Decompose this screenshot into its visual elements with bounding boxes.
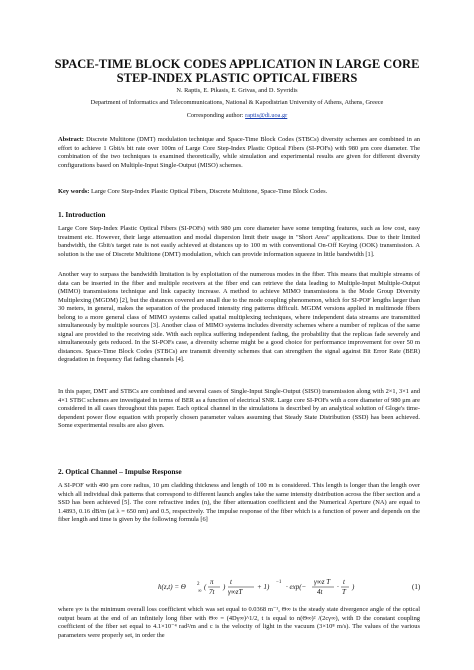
- corresponding-email-link[interactable]: raptis@di.uoa.gr: [245, 112, 288, 119]
- svg-text:T: T: [342, 588, 346, 596]
- svg-text:π: π: [210, 578, 214, 586]
- svg-text:(: (: [204, 583, 207, 591]
- svg-text:h(z,t) = Θ: h(z,t) = Θ: [158, 583, 186, 591]
- svg-text:·: ·: [337, 583, 339, 591]
- affiliation: Department of Informatics and Telecommunications, National & Kapodistrian University of Athens, Athens, Greece: [90, 99, 384, 106]
- corresponding-author: [30, 112, 444, 120]
- svg-text:4t: 4t: [317, 588, 323, 596]
- svg-text:): ): [352, 583, 355, 591]
- svg-text:t: t: [343, 578, 345, 586]
- intro-paragraph-2: Another way to surpass the bandwidth limitation is by exploitation of the numerous modes in the fiber. This means that multiple streams of data can be inserted in the fiber and multiple receivers at the fiber end can retrieve the data leading to Multiple-Input Multiple-Output (MIMO) transmissions technique and link capacity increase. A method to achieve MIMO transmissions is the Mode Group Diversity Multiplexing (MGDM) [2], but the distances covered are small due to the mode coupling phenomenon, which for SI-POF lengths larger than 30 meters, in general, makes the separation of the produced intensity ring patterns difficult. MGDM versions applied in multimode fibers belong to a more general class of MIMO systems called spatial multiplexing techniques, where independent data streams are transmitted simultaneously by multiple sources [3]. Another class of MIMO systems includes diversity schemes where a number of replicas of the same signal are provided to the receiving side. With each replica suffering independent fading, the probability that the replicas fade severely and simultaneously gets reduced. In the SI-POFs case, a diversity scheme might be a good choice for performance improvement for over 50 m distances. Space-Time Block Codes (STBCs) are transmit diversity schemes that can strengthen the signal against Bit Error Rate (BER) degradation in frequency flat fading channels [4].: [58, 271, 420, 363]
- abstract: [58, 136, 420, 170]
- equation-graphic: [58, 574, 420, 602]
- section-heading-introduction: 1. Introduction: [58, 210, 106, 219]
- section2-paragraph-1: A SI-POF with 490 μm core radius, 10 μm cladding thickness and length of 100 m is considered. This length is longer than the length over which all individual disk patterns that correspond to different launch angles take the same intensity distribution across the fiber section and a SSD has been achieved [5]. The core refractive index (n), the fiber attenuation coefficient and the Numerical Aperture (NA) are equal to 1.4893, 0.16 dB/m (at λ = 650 nm) and 0.5, respectively. The impulse response of the fiber which is a function of power and depends on the fiber length and time is given by the following formula [6]: [58, 482, 420, 523]
- equation-number: (1): [412, 583, 420, 591]
- svg-text:γ∞zT: γ∞zT: [228, 588, 243, 596]
- title-line-1: SPACE-TIME BLOCK CODES APPLICATION IN LARGE CORE: [54, 57, 420, 71]
- paper-title: [30, 57, 444, 85]
- svg-text:γ∞z T: γ∞z T: [314, 578, 331, 586]
- authors: N. Raptis, E. Pikasis, E. Grivas, and D. Syvridis: [176, 87, 298, 94]
- svg-text:t: t: [230, 578, 232, 586]
- svg-text:−1: −1: [276, 580, 282, 585]
- corresponding-label: Corresponding author:: [186, 112, 244, 119]
- intro-paragraph-3: In this paper, DMT and STBCs are combined and several cases of Single-Input Single-Output (SISO) transmission along with 2×1, 3×1 and 4×1 STBC schemes are investigated in terms of BER as a function of electrical SNR. Large core SI-POFs with a core diameter of 980 μm are considered in all cases throughout this paper. Each optical channel in the simulations is described by an analytical solution of Gloge's time-dependent power flow equation with properly chosen parameter values assuming that Steady State Distribution (SSD) has been achieved. Some experimental results are also given.: [58, 388, 420, 429]
- svg-text:): ): [223, 583, 226, 591]
- svg-text:2: 2: [197, 582, 200, 587]
- svg-text:7t: 7t: [209, 588, 215, 596]
- title-line-2: STEP-INDEX PLASTIC OPTICAL FIBERS: [116, 71, 358, 85]
- abstract-label: Abstract:: [58, 136, 84, 143]
- intro-paragraph-1: Large Core Step-Index Plastic Optical Fibers (SI-POFs) with 980 μm core diameter have some tempting features, such as low cost, easy treatment etc. However, their large attenuation and modal dispersion limit their usage in "Short Area" applications. Due to their limited bandwidth, the Gbit/s target rate is not easily achieved at distances up to 100 m with conventional On-Off Keying (OOK) transmission. A solution is the use of Discrete Multitone (DMT) modulation, which can provide information squeeze in little bandwidth [1].: [58, 225, 420, 258]
- keywords: [58, 188, 420, 197]
- section-heading-optical-channel: 2. Optical Channel – Impulse Response: [58, 467, 182, 476]
- equation-1: [58, 574, 420, 602]
- svg-text:∞: ∞: [198, 589, 202, 594]
- section2-paragraph-2: where γ∞ is the minimum overall loss coefficient which was set equal to 0.0368 m⁻¹, Θ∞ is the steady state divergence angle of the optical output beam at the end of an infinitely long fiber with Θ∞ = (4Dγ∞)^1/2, t is equal to n(Θ∞)² /(2cγ∞), with D the constant coupling coefficient of the fiber set equal to 4.1×10⁻⁴ rad²/m and c is the velocity of light in the vacuum (3×10⁸ m/s). The values of the various parameters were properly set, in order the: [58, 606, 420, 639]
- svg-text:+ 1): + 1): [257, 583, 270, 591]
- keywords-text: Large Core Step-Index Plastic Optical Fibers, Discrete Multitone, Space-Time Block Codes.: [91, 188, 328, 195]
- keywords-label: Key words:: [58, 188, 90, 195]
- svg-text:· exp(−: · exp(−: [286, 583, 307, 591]
- abstract-text: Discrete Multitone (DMT) modulation technique and Space-Time Block Codes (STBCs) diversity schemes are combined in an effort to achieve 1 Gbit/s bit rate over 100m of Large Core Step-Index Plastic Optical Fibers (SI-POFs) with 980 μm core diameter. The combination of the two techniques is examined theoretically, while simulation and experimental results are given for different diversity configurations based on Multiple-Input Single-Output (MISO) schemes.: [58, 136, 420, 169]
